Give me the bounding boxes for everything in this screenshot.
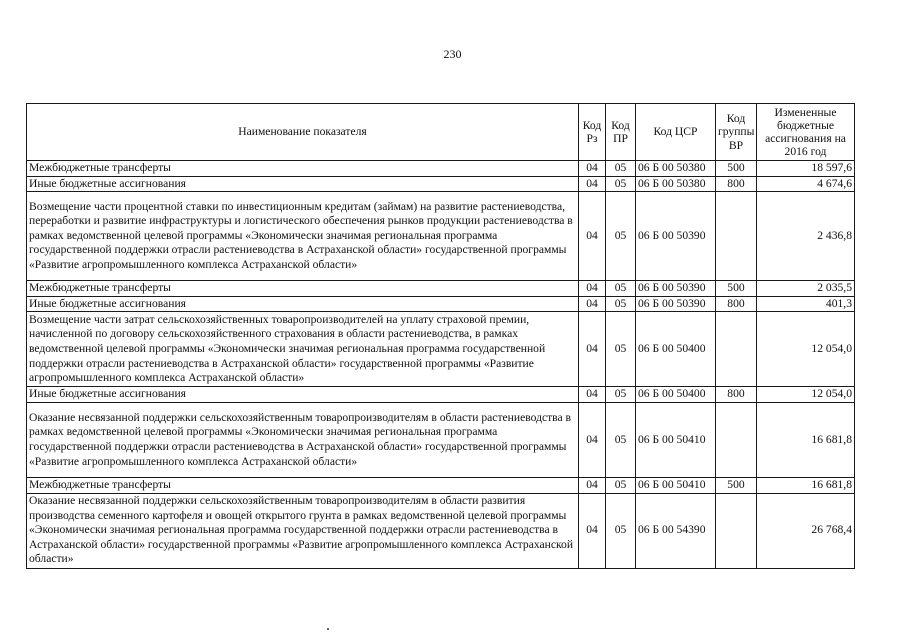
table-row (27, 161, 855, 177)
row-vr: 500 (716, 161, 757, 177)
row-sum: 18 597,6 (757, 161, 855, 177)
row-vr (716, 402, 757, 477)
row-name: Возмещение части затрат сельскохозяйственных товаропроизводителей на уплату страховой премии, начисленной по договору сельскохозяйственного страхования в области растениеводства, в рамках ведомственной целевой программы «Экономически значимая региональная программа государственной поддержки отрасли растениеводства в Астраханской области» государственной программы «Развитие агропромышленного комплекса Астраханской области» (27, 312, 579, 387)
scan-speck (327, 628, 329, 630)
row-csr: 06 Б 00 50380 (636, 176, 716, 192)
row-name: Возмещение части процентной ставки по инвестиционным кредитам (займам) на развитие растениеводства, переработки и развитие инфраструктуры и логистического обеспечения рынков продукции растениеводства в рамках ведомственной целевой программы «Экономически значимая региональная программа государственной поддержки отрасли растениеводства в Астраханской области» государственной программы «Развитие агропромышленного комплекса Астраханской области» (27, 192, 579, 281)
row-sum: 2 035,5 (757, 281, 855, 297)
row-csr: 06 Б 00 54390 (636, 493, 716, 568)
row-pr: 05 (606, 477, 636, 493)
row-pr: 05 (606, 296, 636, 312)
row-pr: 05 (606, 493, 636, 568)
row-csr: 06 Б 00 50390 (636, 192, 716, 281)
row-name: Оказание несвязанной поддержки сельскохозяйственным товаропроизводителям в области растениеводства в рамках ведомственной целевой программы «Экономически значимая региональная программа государственной поддержки отрасли растениеводства в Астраханской области» государственной программы «Развитие агропромышленного комплекса Астраханской области» (27, 402, 579, 477)
row-vr: 800 (716, 176, 757, 192)
table-row (27, 477, 855, 493)
row-sum: 2 436,8 (757, 192, 855, 281)
header-csr: Код ЦСР (636, 104, 716, 161)
row-csr: 06 Б 00 50400 (636, 387, 716, 403)
header-sum: Измененные бюджетные ассигнования на 2016 год (757, 104, 855, 161)
row-rz: 04 (579, 493, 606, 568)
row-name: Межбюджетные трансферты (27, 161, 579, 177)
table-row (27, 296, 855, 312)
row-pr: 05 (606, 402, 636, 477)
row-name: Межбюджетные трансферты (27, 281, 579, 297)
row-name: Межбюджетные трансферты (27, 477, 579, 493)
row-pr: 05 (606, 161, 636, 177)
row-csr: 06 Б 00 50380 (636, 161, 716, 177)
row-rz: 04 (579, 176, 606, 192)
row-pr: 05 (606, 281, 636, 297)
row-rz: 04 (579, 387, 606, 403)
row-csr: 06 Б 00 50390 (636, 296, 716, 312)
row-csr: 06 Б 00 50410 (636, 402, 716, 477)
header-pr: Код ПР (606, 104, 636, 161)
row-vr: 800 (716, 296, 757, 312)
table-row (27, 387, 855, 403)
row-sum: 26 768,4 (757, 493, 855, 568)
table-row (27, 402, 855, 477)
row-name: Иные бюджетные ассигнования (27, 296, 579, 312)
row-csr: 06 Б 00 50400 (636, 312, 716, 387)
row-sum: 16 681,8 (757, 402, 855, 477)
row-pr: 05 (606, 176, 636, 192)
row-vr: 800 (716, 387, 757, 403)
row-sum: 4 674,6 (757, 176, 855, 192)
row-pr: 05 (606, 192, 636, 281)
row-rz: 04 (579, 281, 606, 297)
budget-table (26, 103, 855, 569)
row-vr (716, 192, 757, 281)
row-rz: 04 (579, 477, 606, 493)
row-vr: 500 (716, 281, 757, 297)
row-name: Иные бюджетные ассигнования (27, 387, 579, 403)
row-vr (716, 493, 757, 568)
table-row (27, 493, 855, 568)
row-sum: 401,3 (757, 296, 855, 312)
row-vr: 500 (716, 477, 757, 493)
table-row (27, 312, 855, 387)
table-row (27, 192, 855, 281)
row-csr: 06 Б 00 50410 (636, 477, 716, 493)
table-row (27, 176, 855, 192)
row-rz: 04 (579, 402, 606, 477)
row-pr: 05 (606, 312, 636, 387)
row-sum: 16 681,8 (757, 477, 855, 493)
row-rz: 04 (579, 192, 606, 281)
row-sum: 12 054,0 (757, 312, 855, 387)
table-header-row (27, 104, 855, 161)
header-name: Наименование показателя (27, 104, 579, 161)
row-vr (716, 312, 757, 387)
row-name: Иные бюджетные ассигнования (27, 176, 579, 192)
header-rz: Код Рз (579, 104, 606, 161)
row-rz: 04 (579, 161, 606, 177)
row-name: Оказание несвязанной поддержки сельскохозяйственным товаропроизводителям в области развития производства семенного картофеля и овощей открытого грунта в рамках ведомственной целевой программы «Экономически значимая региональная программа государственной поддержки отрасли растениеводства в Астраханской области» государственной программы «Развитие агропромышленного комплекса Астраханской области» (27, 493, 579, 568)
row-sum: 12 054,0 (757, 387, 855, 403)
row-csr: 06 Б 00 50390 (636, 281, 716, 297)
row-rz: 04 (579, 312, 606, 387)
row-rz: 04 (579, 296, 606, 312)
table-row (27, 281, 855, 297)
page-number: 230 (443, 47, 462, 61)
row-pr: 05 (606, 387, 636, 403)
header-vr: Код группы ВР (716, 104, 757, 161)
